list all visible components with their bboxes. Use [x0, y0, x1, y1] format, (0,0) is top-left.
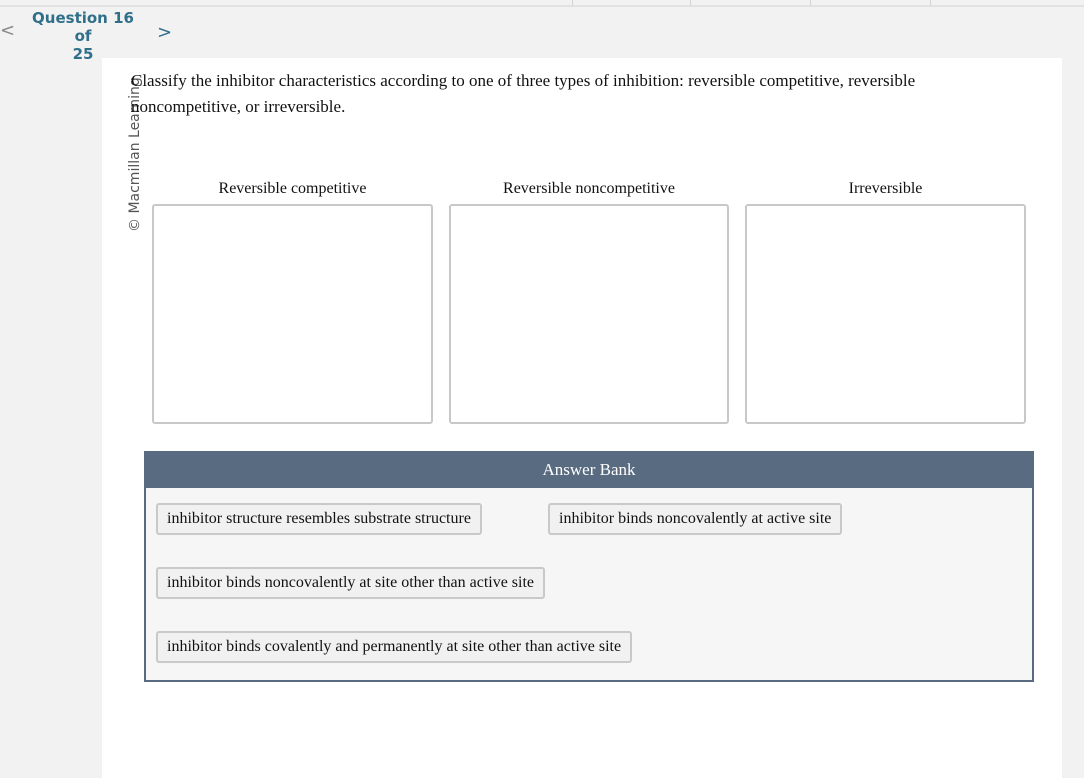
answer-chip[interactable]: inhibitor binds covalently and permanently at site other than active site	[156, 631, 632, 663]
copyright-notice: © Macmillan Learning	[127, 77, 143, 232]
tab-separator	[572, 0, 573, 6]
question-counter	[22, 9, 144, 63]
question-prompt: Classify the inhibitor characteristics according to one of three types of inhibition: reversible competitive, reversible noncompetitive, or irreversible.	[131, 71, 916, 116]
dropzone-reversible-competitive[interactable]	[152, 204, 433, 424]
category-label-reversible-competitive: Reversible competitive	[218, 180, 367, 197]
tab-separator	[690, 0, 691, 6]
chevron-right-icon: >	[157, 22, 173, 43]
tab-separator	[930, 0, 931, 6]
top-divider	[0, 5, 1084, 7]
previous-question-button[interactable]	[0, 20, 15, 41]
answer-chip[interactable]: inhibitor binds noncovalently at active site	[548, 503, 842, 535]
question-counter-text: Question 16 of 25	[32, 9, 134, 63]
answer-chip[interactable]: inhibitor binds noncovalently at site other than active site	[156, 567, 545, 599]
answer-chip[interactable]: inhibitor structure resembles substrate structure	[156, 503, 482, 535]
chevron-left-icon: <	[0, 20, 16, 41]
answer-bank-title: Answer Bank	[146, 453, 1032, 488]
category-label-irreversible: Irreversible	[848, 180, 923, 197]
category-label-reversible-noncompetitive: Reversible noncompetitive	[503, 180, 675, 197]
next-question-button[interactable]	[157, 22, 172, 43]
tab-separator	[810, 0, 811, 6]
dropzone-irreversible[interactable]	[745, 204, 1026, 424]
dropzone-reversible-noncompetitive[interactable]	[449, 204, 729, 424]
